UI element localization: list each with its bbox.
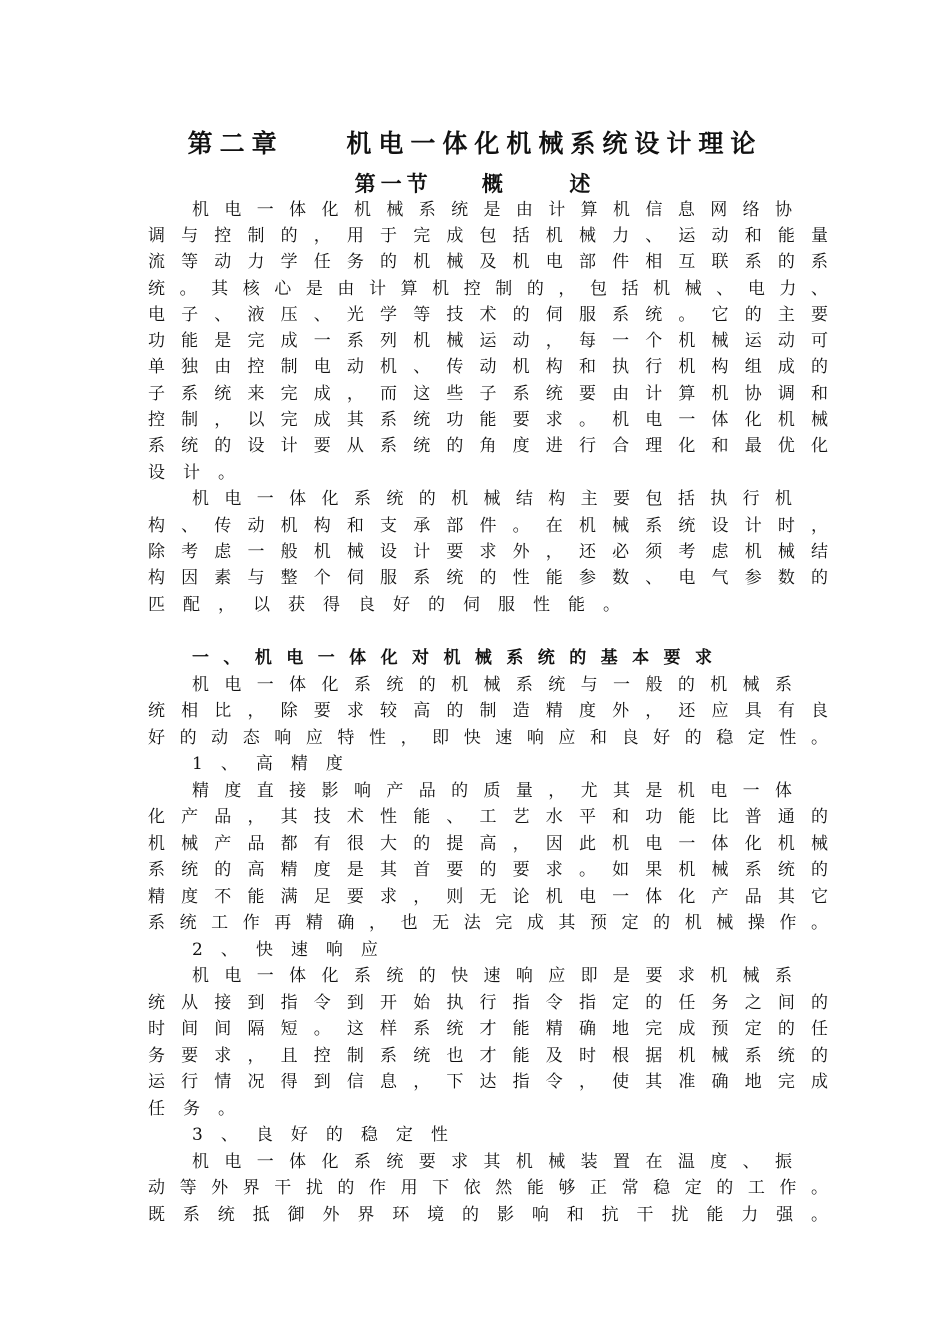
text-line: 统从接到指令到开始执行指令指定的任务之间的	[148, 993, 828, 1013]
text-line: 电子、液压、光学等技术的伺服系统。它的主要	[148, 305, 828, 325]
text-line: 构、传动机构和支承部件。在机械系统设计时，	[148, 516, 828, 536]
chapter-title: 第二章 机电一体化机械系统设计理论	[187, 129, 763, 158]
section-title: 第一节 概 述	[354, 171, 596, 196]
text-line: 机电一体化系统的快速响应即是要求机械系	[192, 966, 792, 986]
text-line: 精度不能满足要求，则无论机电一体化产品其它	[148, 887, 828, 907]
text-line: 统。其核心是由计算机控制的，包括机械、电力、	[148, 279, 828, 299]
text-line: 动等外界干扰的作用下依然能够正常稳定的工作。	[148, 1178, 828, 1198]
text-line: 机电一体化系统要求其机械装置在温度、振	[192, 1152, 792, 1172]
text-line: 时间间隔短。这样系统才能精确地完成预定的任	[148, 1019, 828, 1039]
text-line: 机电一体化机械系统是由计算机信息网络协	[192, 200, 792, 220]
section-heading: 一、机电一体化对机械系统的基本要求	[192, 648, 712, 668]
text-line: 运行情况得到信息，下达指令，使其准确地完成	[148, 1072, 828, 1092]
text-line: 匹配，以获得良好的伺服性能。	[148, 595, 638, 615]
subheading: 1、高精度	[192, 754, 361, 774]
text-line: 构因素与整个伺服系统的性能参数、电气参数的	[148, 568, 828, 588]
text-line: 务要求，且控制系统也才能及时根据机械系统的	[148, 1046, 828, 1066]
text-line: 流等动力学任务的机械及机电部件相互联系的系	[148, 252, 828, 272]
text-line: 好的动态响应特性，即快速响应和良好的稳定性。	[148, 728, 828, 748]
text-line: 设计。	[148, 463, 253, 483]
text-line: 调与控制的，用于完成包括机械力、运动和能量	[148, 226, 828, 246]
text-line: 机电一体化系统的机械结构主要包括执行机	[192, 489, 792, 509]
text-line: 功能是完成一系列机械运动，每一个机械运动可	[148, 331, 828, 351]
text-line: 除考虑一般机械设计要求外，还必须考虑机械结	[148, 542, 828, 562]
text-line: 机械产品都有很大的提高，因此机电一体化机械	[148, 834, 828, 854]
text-line: 统相比，除要求较高的制造精度外，还应具有良	[148, 701, 828, 721]
text-line: 任务。	[148, 1099, 253, 1119]
text-line: 精度直接影响产品的质量，尤其是机电一体	[192, 781, 792, 801]
text-line: 机电一体化系统的机械系统与一般的机械系	[192, 675, 792, 695]
text-line: 系统工作再精确，也无法完成其预定的机械操作。	[148, 913, 828, 933]
subheading: 3、良好的稳定性	[192, 1125, 466, 1145]
text-line: 系统的设计要从系统的角度进行合理化和最优化	[148, 436, 828, 456]
text-line: 既系统抵御外界环境的影响和抗干扰能力强。	[148, 1205, 828, 1225]
text-line: 控制，以完成其系统功能要求。机电一体化机械	[148, 410, 828, 430]
subheading: 2、快速响应	[192, 940, 396, 960]
text-line: 化产品，其技术性能、工艺水平和功能比普通的	[148, 807, 828, 827]
text-line: 单独由控制电动机、传动机构和执行机构组成的	[148, 357, 828, 377]
text-line: 子系统来完成，而这些子系统要由计算机协调和	[148, 384, 828, 404]
text-line: 系统的高精度是其首要的要求。如果机械系统的	[148, 860, 828, 880]
